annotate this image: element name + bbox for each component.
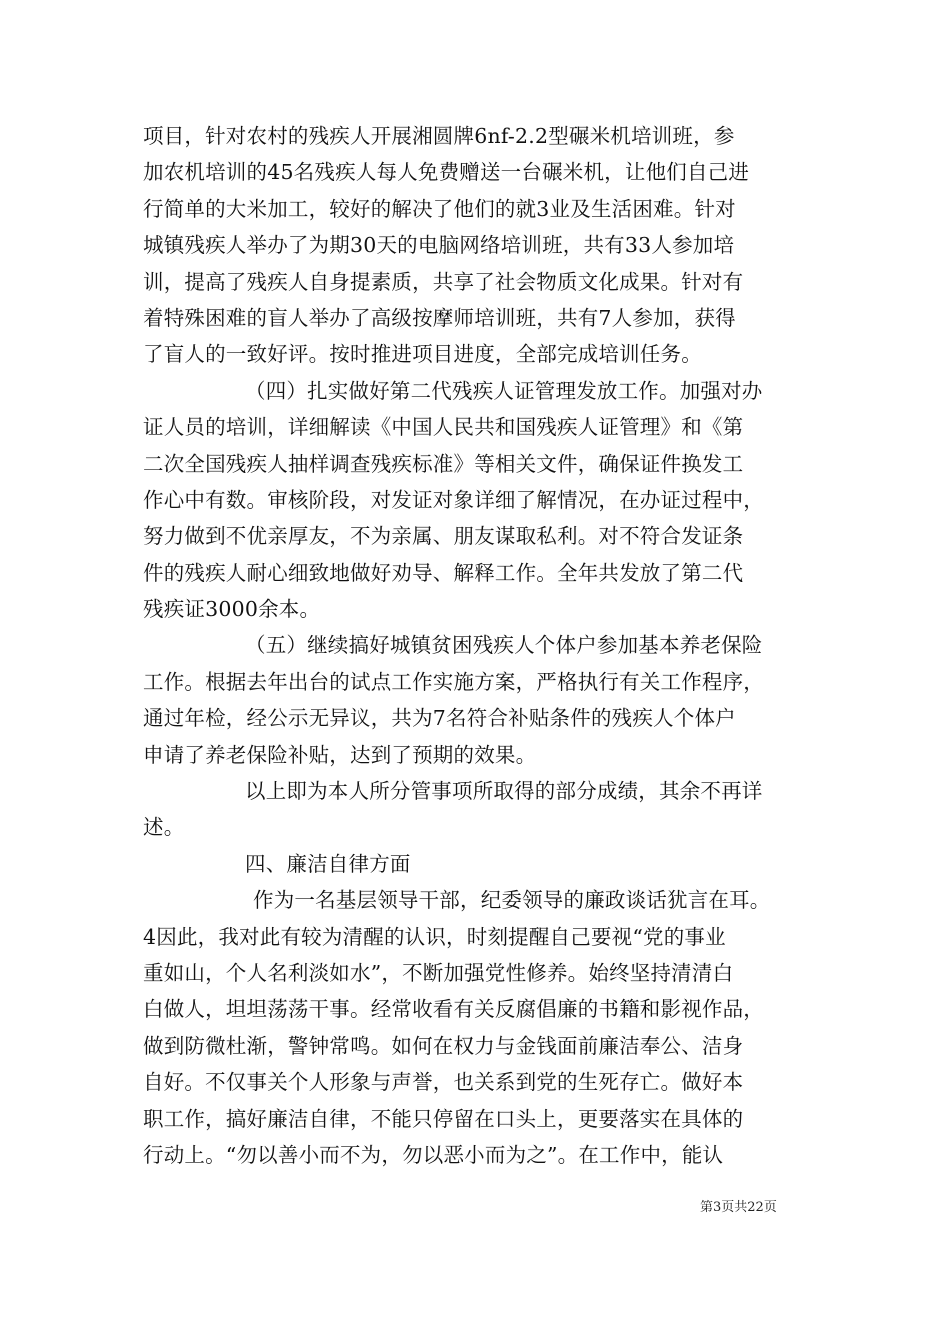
text-line: 行动上。“勿以善小而不为，勿以恶小而为之”。在工作中，能认 — [143, 1142, 724, 1167]
paragraph-start: 作为一名基层领导干部，纪委领导的廉政谈话犹言在耳。 — [253, 888, 771, 913]
summary-paragraph: 以上即为本人所分管事项所取得的部分成绩，其余不再详 — [245, 779, 763, 804]
text-line: 残疾证3000余本。 — [143, 597, 321, 622]
text-line: 4因此，我对此有较为清醒的认识，时刻提醒自己要视“党的事业 — [143, 924, 726, 949]
section-heading-5: （五）继续搞好城镇贫困残疾人个体户参加基本养老保险 — [245, 633, 763, 658]
text-line: 着特殊困难的盲人举办了高级按摩师培训班，共有7人参加，获得 — [143, 305, 736, 330]
text-line: 二次全国残疾人抽样调查残疾标准》等相关文件，确保证件换发工 — [143, 451, 744, 476]
page-number: 第3页共22页 — [700, 1200, 777, 1215]
text-line: 行简单的大米加工，较好的解决了他们的就3业及生活困难。针对 — [143, 196, 736, 221]
text-line: 重如山，个人名利淡如水”，不断加强党性修养。始终坚持清清白 — [143, 960, 734, 985]
text-line: 申请了养老保险补贴，达到了预期的效果。 — [143, 742, 537, 767]
text-line: 了盲人的一致好评。按时推进项目进度，全部完成培训任务。 — [143, 342, 702, 367]
text-line: 做到防微杜渐，警钟常鸣。如何在权力与金钱面前廉洁奉公、洁身 — [143, 1033, 744, 1058]
text-line: 述。 — [143, 815, 185, 840]
section-title: 四、廉洁自律方面 — [245, 851, 411, 876]
text-line: 努力做到不优亲厚友，不为亲属、朋友谋取私利。对不符合发证条 — [143, 524, 744, 549]
text-line: 自好。不仅事关个人形象与声誉，也关系到党的生死存亡。做好本 — [143, 1070, 744, 1095]
text-line: 证人员的培训，详细解读《中国人民共和国残疾人证管理》和《第 — [143, 415, 744, 440]
text-line: 职工作，搞好廉洁自律，不能只停留在口头上，更要落实在具体的 — [143, 1106, 744, 1131]
text-line: 加农机培训的45名残疾人每人免费赠送一台碾米机，让他们自己进 — [143, 160, 750, 185]
text-line: 通过年检，经公示无异议，共为7名符合补贴条件的残疾人个体户 — [143, 706, 736, 731]
text-line: 训，提高了残疾人自身提素质，共享了社会物质文化成果。针对有 — [143, 269, 744, 294]
text-line: 白做人，坦坦荡荡干事。经常收看有关反腐倡廉的书籍和影视作品， — [143, 997, 764, 1022]
text-line: 工作。根据去年出台的试点工作实施方案，严格执行有关工作程序， — [143, 669, 764, 694]
document-body — [143, 118, 815, 1173]
section-heading-4: （四）扎实做好第二代残疾人证管理发放工作。加强对办 — [245, 378, 763, 403]
text-line: 作心中有数。审核阶段，对发证对象详细了解情况，在办证过程中， — [143, 487, 764, 512]
text-line: 城镇残疾人举办了为期30天的电脑网络培训班，共有33人参加培 — [143, 233, 735, 258]
text-line: 项目，针对农村的残疾人开展湘圆牌6nf-2.2型碾米机培训班，参 — [143, 124, 735, 148]
text-line: 件的残疾人耐心细致地做好劝导、解释工作。全年共发放了第二代 — [143, 560, 744, 585]
